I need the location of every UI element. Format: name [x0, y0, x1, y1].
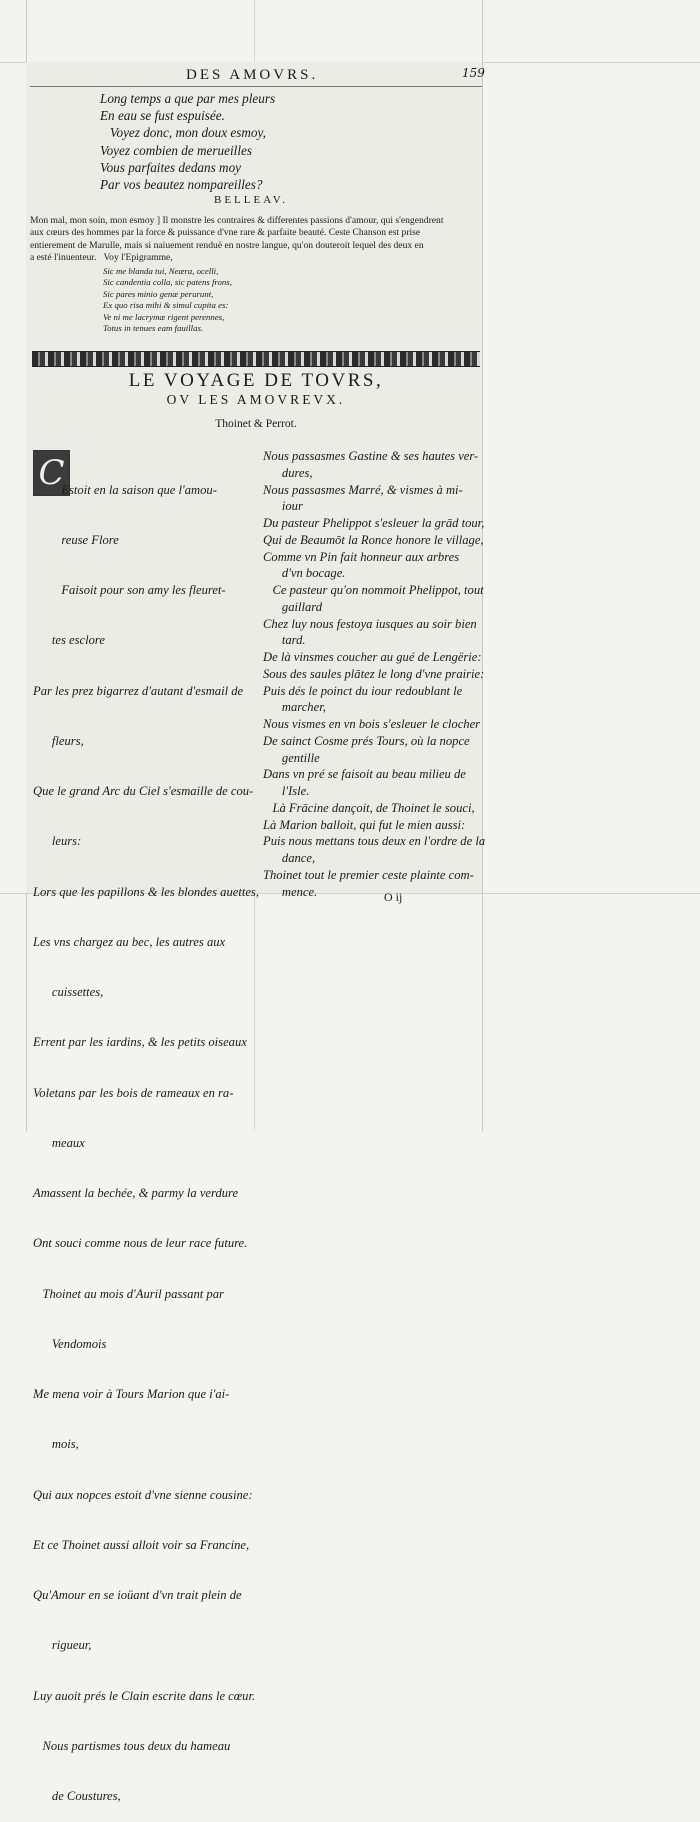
poem-line: De sainct Cosme prés Tours, où la nopce: [263, 733, 470, 748]
poem-line: Comme vn Pin fait honneur aux arbres: [263, 549, 460, 564]
poem-line: tes esclore: [33, 633, 105, 648]
poem-line: reuse Flore: [33, 532, 119, 547]
poem-line: l'Isle.: [263, 784, 310, 798]
commentary-line: entierement de Marulle, mais si naiuement renduë en nostre langue, qu'on douteroit lequel des deux en: [30, 239, 424, 251]
poem-line: dures,: [263, 465, 313, 480]
poem-line: Amassent la bechée, & parmy la verdure: [33, 1186, 239, 1200]
poem-line: Nous passasmes Gastine & ses hautes ver-: [263, 449, 479, 463]
epigram-line: Ex quo risa mihi & simul cupita es:: [103, 300, 229, 311]
poem-column-left: [33, 448, 259, 1822]
commentary-line: Mon mal, mon soin, mon esmoy ] Il monstre les contraires & differentes passions d'amour, qui s'engendrent: [30, 215, 444, 226]
poem-line: Lors que les papillons & les blondes auettes,: [33, 884, 259, 899]
poem-line: Faisoit pour son amy les fleuret-: [33, 583, 226, 597]
poem-subtitle: OV LES AMOVREVX.: [166, 392, 346, 407]
poem-line: Puis nous mettans tous deux en l'ordre de la: [263, 834, 486, 849]
verse-line: En eau se fust espuisée.: [100, 108, 225, 124]
poem-line: Nous passasmes Marré, & vismes à mi-: [263, 482, 463, 497]
poem-line: leurs:: [33, 834, 82, 849]
poem-line: Par les prez bigarrez d'autant d'esmail de: [33, 683, 244, 698]
poem-line: iour: [263, 499, 303, 514]
poem-line: Dans vn pré se faisoit au beau milieu de: [263, 767, 466, 782]
ornamental-band: [32, 351, 480, 367]
poem-line: Errent par les iardins, & les petits oiseaux: [33, 1035, 247, 1050]
header-rule: [30, 86, 482, 87]
poem-line: Nous partismes tous deux du hameau: [33, 1738, 231, 1753]
verse-line: Par vos beautez nompareilles?: [100, 177, 263, 193]
poem-line: Qui de Beaumōt la Ronce honore le village,: [263, 532, 484, 547]
epigram-line: Totus in tenues eam fauillas.: [103, 323, 204, 334]
page-number: 159: [462, 66, 485, 80]
poem-line: Qu'Amour en se ioüant d'vn trait plein de: [33, 1588, 242, 1602]
commentary-line: aux cœurs des hommes par la force & puissance d'vne rare & parfaite beauté. Ceste Chanson est prise: [30, 227, 421, 239]
poem-line: Les vns chargez au bec, les autres aux: [33, 934, 226, 949]
poem-line: Et ce Thoinet aussi alloit voir sa Francine,: [33, 1537, 250, 1552]
poem-line: Thoinet tout le premier ceste plainte com-: [263, 867, 474, 882]
epigram-line: Ve ni me lacrymæ rigent perennes,: [103, 311, 225, 322]
poem-title: LE VOYAGE DE TOVRS,: [128, 370, 384, 391]
poem-line: Qui aux nopces estoit d'vne sienne cousine:: [33, 1487, 253, 1502]
verse-line: Long temps a que par mes pleurs: [100, 91, 276, 106]
commentary-author: BELLEAV.: [214, 194, 289, 206]
poem-line: Thoinet au mois d'Auril passant par: [33, 1286, 224, 1301]
poem-line: Sous des saules plātez le long d'vne prairie:: [263, 666, 485, 681]
poem-line: Ce pasteur qu'on nommoit Phelippot, tout: [263, 583, 484, 597]
poem-line: Là Marion balloit, qui fut le mien aussi:: [263, 817, 466, 832]
poem-line: Voletans par les bois de rameaux en ra-: [33, 1085, 234, 1100]
poem-line: Là Frācine dançoit, de Thoinet le souci,: [263, 800, 475, 815]
poem-column-right: [263, 448, 486, 900]
verse-line: Voyez donc, mon doux esmoy,: [100, 125, 266, 141]
poem-line: d'vn bocage.: [263, 566, 346, 581]
decorated-initial: C: [33, 450, 70, 496]
poem-line: Luy auoit prés le Clain escrite dans le cœur.: [33, 1688, 256, 1703]
poem-speakers: Thoinet & Perrot.: [215, 418, 297, 430]
verse-line: Vous parfaites dedans moy: [100, 159, 242, 175]
latin-epigram: [103, 266, 303, 334]
verse-line: Voyez combien de merueilles: [100, 142, 252, 158]
poem-line: Puis dés le poinct du iour redoublant le: [263, 683, 463, 698]
poem-line: mois,: [33, 1437, 79, 1452]
epigram-line: Sic pares minio genæ perurunt,: [103, 288, 214, 299]
commentary-text: [30, 215, 482, 264]
poem-line: rigueur,: [33, 1638, 92, 1653]
poem-line: Estoit en la saison que l'amou-: [33, 482, 217, 497]
signature-mark: O ij: [384, 890, 403, 904]
poem-line: mence.: [263, 884, 318, 899]
poem-line: meaux: [33, 1135, 85, 1150]
poem-line: de Coustures,: [33, 1789, 121, 1803]
poem-line: fleurs,: [33, 733, 84, 748]
top-verse: [100, 90, 430, 193]
poem-line: dance,: [263, 851, 316, 865]
poem-line: Du pasteur Phelippot s'esleuer la grād tour,: [263, 516, 485, 530]
poem-line: Ont souci comme nous de leur race future.: [33, 1236, 248, 1251]
poem-line: cuissettes,: [33, 985, 104, 999]
poem-line: marcher,: [263, 700, 326, 715]
running-title: DES AMOVRS.: [186, 67, 319, 83]
poem-line: Me mena voir à Tours Marion que i'ai-: [33, 1387, 230, 1401]
poem-line: Vendomois: [33, 1336, 107, 1351]
poem-line: Chez luy nous festoya iusques au soir bien: [263, 616, 477, 631]
poem-line: tard.: [263, 633, 306, 648]
commentary-line: a esté l'inuenteur. Voy l'Epigramme,: [30, 251, 173, 263]
poem-line: Nous vismes en vn bois s'esleuer le clocher: [263, 717, 481, 731]
epigram-line: Sic me blanda tui, Neæra, ocelli,: [103, 266, 219, 276]
poem-line: gaillard: [263, 599, 323, 614]
poem-line: Que le grand Arc du Ciel s'esmaille de cou-: [33, 784, 254, 798]
poem-line: De là vinsmes coucher au gué de Lengërie:: [263, 650, 482, 664]
epigram-line: Sic candentia colla, sic patens frons,: [103, 277, 232, 288]
poem-line: gentille: [263, 750, 320, 765]
